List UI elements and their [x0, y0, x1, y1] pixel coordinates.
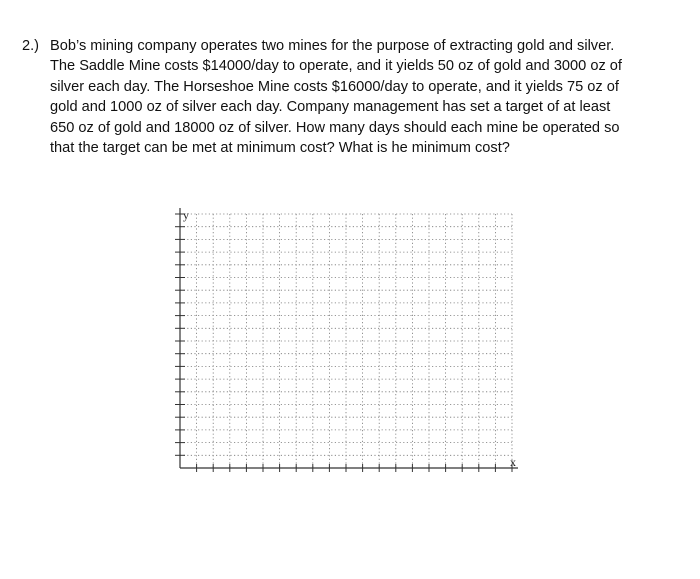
- grid-lines: [180, 214, 512, 468]
- y-axis-label: y: [183, 208, 189, 222]
- x-axis-label: x: [510, 455, 516, 469]
- problem-text-line-2: The Saddle Mine costs $14000/day to operate, and it yields 50 oz of gold and 3000 oz of: [50, 58, 622, 75]
- problem-text-line-3: silver each day. The Horseshoe Mine costs $16000/day to operate, and it yields 75 oz of: [50, 78, 619, 95]
- problem-text-line-1: Bob’s mining company operates two mines for the purpose of extracting gold and silver.: [50, 38, 615, 54]
- problem-text-line-6: that the target can be met at minimum cost? What is he minimum cost?: [50, 140, 510, 157]
- axis-ticks: [175, 214, 512, 472]
- problem-text-line-5: 650 oz of gold and 18000 oz of silver. How many days should each mine be operated so: [50, 119, 620, 136]
- problem-text-line-4: gold and 1000 oz of silver each day. Company management has set a target of at least: [50, 99, 611, 116]
- blank-graph: [168, 206, 524, 484]
- graph-grid: [168, 206, 524, 484]
- problem-number: 2.): [22, 38, 40, 54]
- problem-statement: [22, 36, 682, 158]
